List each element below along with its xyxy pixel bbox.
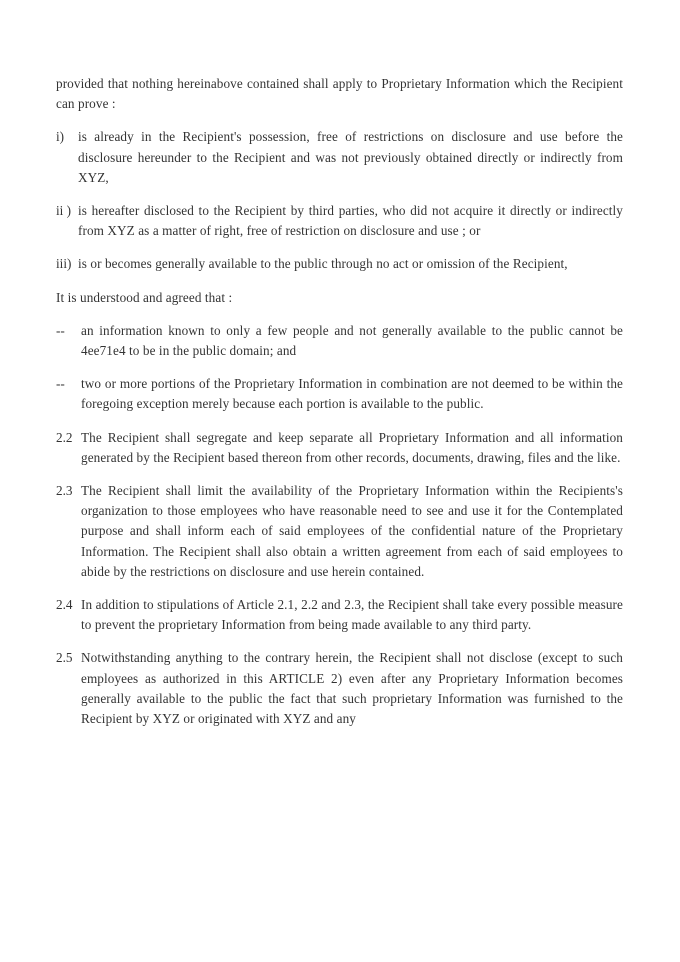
list-item-roman-ii: [56, 201, 623, 241]
clause-number: 2.5: [56, 650, 73, 666]
clause-2-2: [56, 428, 623, 468]
clause-text: Notwithstanding anything to the contrary herein, the Recipient shall not disclose (except to such employees as authorized in this ARTICLE 2) even after any Proprietary Information becomes generally available to the public the fact that such proprietary Information was furnished to the Recipient by XYZ or originated with XYZ and any: [81, 650, 623, 727]
list-marker: iii): [56, 256, 72, 272]
clause-text: The Recipient shall segregate and keep separate all Proprietary Information and all information generated by the Recipient based thereon from other records, documents, drawing, files and the like.: [81, 429, 623, 465]
clause-2-5: [56, 648, 623, 729]
document-body: [56, 74, 623, 742]
list-item-text: is hereafter disclosed to the Recipient by third parties, who did not acquire it directly or indirectly from XYZ as a matter of right, free of restriction on disclosure and use ; or: [78, 203, 623, 239]
list-item-text: two or more portions of the Proprietary Information in combination are not deemed to be within the foregoing exception merely because each portion is available to the public.: [81, 376, 623, 412]
list-item-roman-iii: [56, 254, 623, 274]
list-marker: i): [56, 129, 65, 145]
clause-number: 2.2: [56, 429, 73, 445]
clause-2-3: [56, 481, 623, 582]
clause-number: 2.4: [56, 597, 73, 613]
list-item-roman-i: [56, 127, 623, 188]
list-marker: ii ): [56, 203, 72, 219]
list-item-text: an information known to only a few people and not generally available to the public cannot be 4ee71e4 to be in the public domain; and: [81, 322, 623, 359]
paragraph-intro: provided that nothing hereinabove contained shall apply to Proprietary Information which the Recipient can prove :: [56, 76, 623, 112]
clause-text: In addition to stipulations of Article 2.1, 2.2 and 2.3, the Recipient shall take every possible measure to prevent the proprietary Information from being made available to any third party.: [81, 597, 623, 633]
list-item-text: is already in the Recipient's possession, free of restrictions on disclosure and use before the disclosure hereunder to the Recipient and was not previously obtained directly or indirectly from XYZ,: [78, 129, 623, 185]
list-marker: --: [56, 376, 65, 392]
clause-2-4: [56, 595, 623, 635]
list-marker: --: [56, 322, 65, 338]
clause-number: 2.3: [56, 483, 73, 499]
list-item-text: is or becomes generally available to the public through no act or omission of the Recipient,: [78, 256, 568, 272]
list-item-dash-2: [56, 374, 623, 414]
clause-text: The Recipient shall limit the availability of the Proprietary Information within the Recipients's organization to those employees who have reasonable need to see and use it for the Contemplated purpose and shall inform each of said employees of the confidential nature of the Proprietary Information. The Recipient shall also obtain a written agreement from each of said employees to abide by the restrictions on disclosure and use herein contained.: [81, 483, 623, 579]
paragraph-understood: It is understood and agreed that :: [56, 289, 233, 305]
list-item-dash-1: [56, 321, 623, 361]
